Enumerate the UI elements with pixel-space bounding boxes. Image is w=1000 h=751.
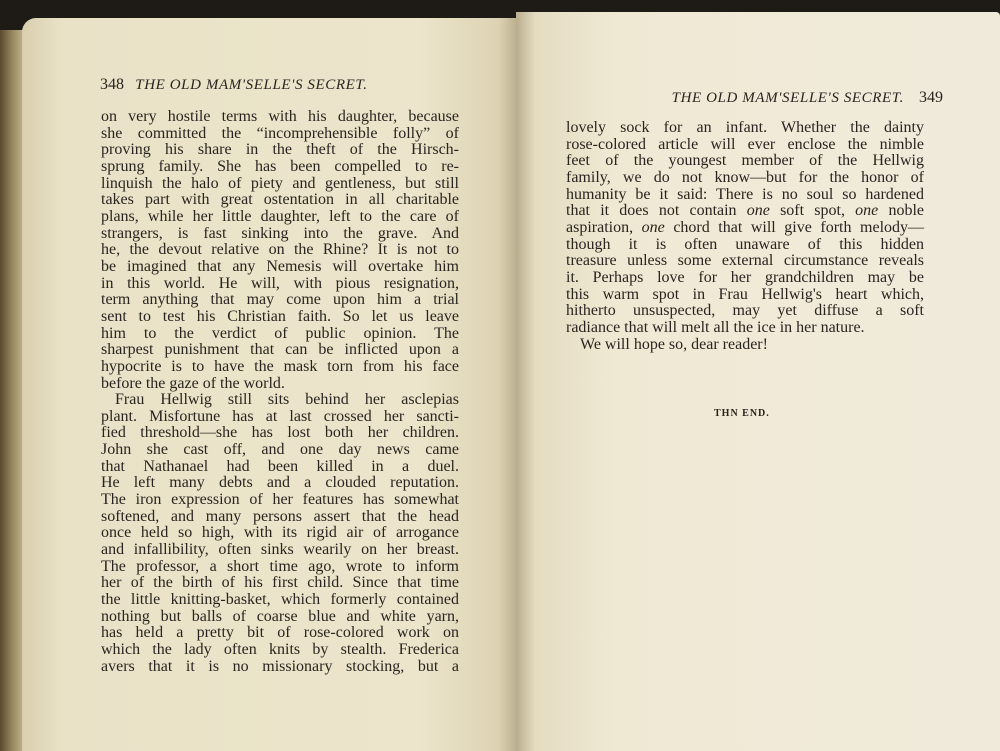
text-segment: He left many debts and a clouded reputation. [101, 474, 459, 492]
text-segment: John she cast off, and one day news came [101, 441, 459, 459]
text-segment: hypocrite is to have the mask torn from his face [101, 357, 459, 375]
text-segment: softened, and many persons assert that the head [101, 507, 459, 525]
the-end-label: THN END. [714, 408, 770, 419]
text-line [101, 326, 459, 343]
text-line [101, 109, 459, 126]
text-line [101, 292, 459, 309]
text-segment: family, we do not know—but for the honor of [566, 168, 924, 186]
text-line [101, 126, 459, 143]
text-segment: avers that it is no missionary stocking, but a [101, 657, 459, 675]
text-line [101, 409, 459, 426]
page-number: 349 [919, 89, 943, 106]
text-line [101, 276, 459, 293]
text-segment: The iron expression of her features has somewhat [101, 491, 459, 509]
text-segment: hitherto unsuspected, may yet diffuse a soft [566, 302, 924, 320]
text-segment: fied threshold—she has lost both her children. [101, 424, 459, 442]
text-line [101, 609, 459, 626]
text-segment: before the gaze of the world. [101, 374, 285, 392]
text-segment: rose-colored article will ever enclose the nimble [566, 135, 924, 153]
text-line [566, 137, 924, 154]
text-segment: linquish the halo of piety and gentleness, but still [101, 174, 459, 192]
text-line [101, 592, 459, 609]
text-segment: radiance that will melt all the ice in her nature. [566, 318, 865, 336]
left-page [22, 18, 518, 751]
text-line [101, 259, 459, 276]
text-segment: term anything that may come upon him a trial [101, 291, 459, 309]
text-segment: sprung family. She has been compelled to re- [101, 157, 459, 175]
text-line [101, 226, 459, 243]
text-segment: proving his share in the theft of the Hirsch- [101, 141, 459, 159]
text-line [101, 625, 459, 642]
text-segment: that Nathanael had been killed in a duel. [101, 457, 459, 475]
text-segment: which the lady often knits by stealth. Frederica [101, 641, 459, 658]
text-line [101, 176, 459, 193]
text-line [101, 542, 459, 559]
text-segment: treasure unless some external circumstance reveals [566, 252, 924, 270]
text-line [101, 475, 459, 492]
text-segment: it. Perhaps love for her grandchildren may be [566, 268, 924, 286]
text-line [566, 287, 924, 304]
text-line [101, 159, 459, 176]
text-segment: in this world. He will, with pious resignation, [101, 274, 459, 292]
text-segment: that it does not contain [566, 202, 747, 220]
text-segment: nothing but balls of coarse blue and white yarn, [101, 607, 459, 625]
text-line [101, 342, 459, 359]
right-page [516, 12, 1000, 751]
text-segment: humanity be it said: There is no soul so hardened [566, 185, 924, 203]
running-head-left [100, 76, 368, 94]
running-head-title: THE OLD MAM'SELLE'S SECRET. [671, 90, 904, 106]
text-segment: he, the devout relative on the Rhine? It is not to [101, 241, 459, 259]
text-segment: Frau Hellwig still sits behind her asclepias [115, 391, 459, 409]
text-line [566, 270, 924, 287]
text-line [101, 509, 459, 526]
page-number: 348 [100, 76, 124, 93]
text-segment: chord that will give forth melody— [664, 218, 925, 236]
text-line [566, 187, 924, 204]
text-segment: plans, while her little daughter, left to the care of [101, 207, 459, 225]
text-line [101, 309, 459, 326]
text-line [566, 320, 924, 337]
text-line [566, 220, 924, 237]
text-segment: has held a pretty bit of rose-colored work on [101, 624, 459, 642]
text-segment: sent to test his Christian faith. So let us leave [101, 307, 459, 325]
running-head-title: THE OLD MAM'SELLE'S SECRET. [135, 77, 368, 93]
text-segment: be imagined that any Nemesis will overtake him [101, 257, 459, 275]
text-segment: though it is often unaware of this hidden [566, 235, 924, 253]
text-line [101, 575, 459, 592]
text-line [101, 242, 459, 259]
text-segment: him to the verdict of public opinion. The [101, 324, 459, 342]
text-segment: she committed the “incomprehensible folly” of [101, 124, 459, 142]
text-line [566, 120, 924, 137]
text-segment: soft spot, [769, 202, 856, 220]
text-segment: on very hostile terms with his daughter, because [101, 108, 459, 125]
text-line [566, 153, 924, 170]
text-line [101, 209, 459, 226]
text-line [101, 525, 459, 542]
text-line [101, 459, 459, 476]
text-segment: aspiration, [566, 218, 642, 236]
text-line [566, 170, 924, 187]
text-line [566, 337, 924, 354]
text-segment: plant. Misfortune has at last crossed her sancti- [101, 407, 459, 425]
text-line [101, 442, 459, 459]
text-line [101, 659, 459, 676]
text-segment: and infallibility, often sinks wearily on her breast. [101, 541, 459, 559]
body-text [566, 120, 924, 353]
text-segment: this warm spot in Frau Hellwig's heart which, [566, 285, 924, 303]
text-line [101, 492, 459, 509]
text-line [101, 392, 459, 409]
text-line [566, 303, 924, 320]
text-line [101, 192, 459, 209]
text-line [101, 425, 459, 442]
text-segment: strangers, is fast sinking into the grave. And [101, 224, 459, 242]
text-line [101, 142, 459, 159]
text-segment: the little knitting-basket, which formerly contained [101, 591, 459, 609]
italic-text: one [641, 218, 665, 236]
text-segment: noble [878, 202, 925, 220]
text-line [101, 359, 459, 376]
text-segment: once held so high, with its rigid air of arrogance [101, 524, 459, 542]
text-line [101, 559, 459, 576]
text-segment: The professor, a short time ago, wrote to inform [101, 557, 459, 575]
text-line [566, 203, 924, 220]
text-segment: sharpest punishment that can be inflicted upon a [101, 341, 459, 359]
text-line [566, 253, 924, 270]
running-head-right [672, 89, 943, 107]
body-text [101, 109, 459, 675]
text-segment: lovely sock for an infant. Whether the dainty [566, 119, 924, 136]
text-line [101, 642, 459, 659]
text-segment: her of the birth of his first child. Since that time [101, 574, 459, 592]
text-segment: takes part with great ostentation in all charitable [101, 191, 459, 209]
text-segment: We will hope so, dear reader! [580, 335, 768, 353]
text-line [101, 376, 459, 393]
italic-text: one [855, 202, 879, 220]
text-segment: feet of the youngest member of the Hellwig [566, 152, 924, 170]
italic-text: one [746, 202, 770, 220]
text-line [566, 237, 924, 254]
